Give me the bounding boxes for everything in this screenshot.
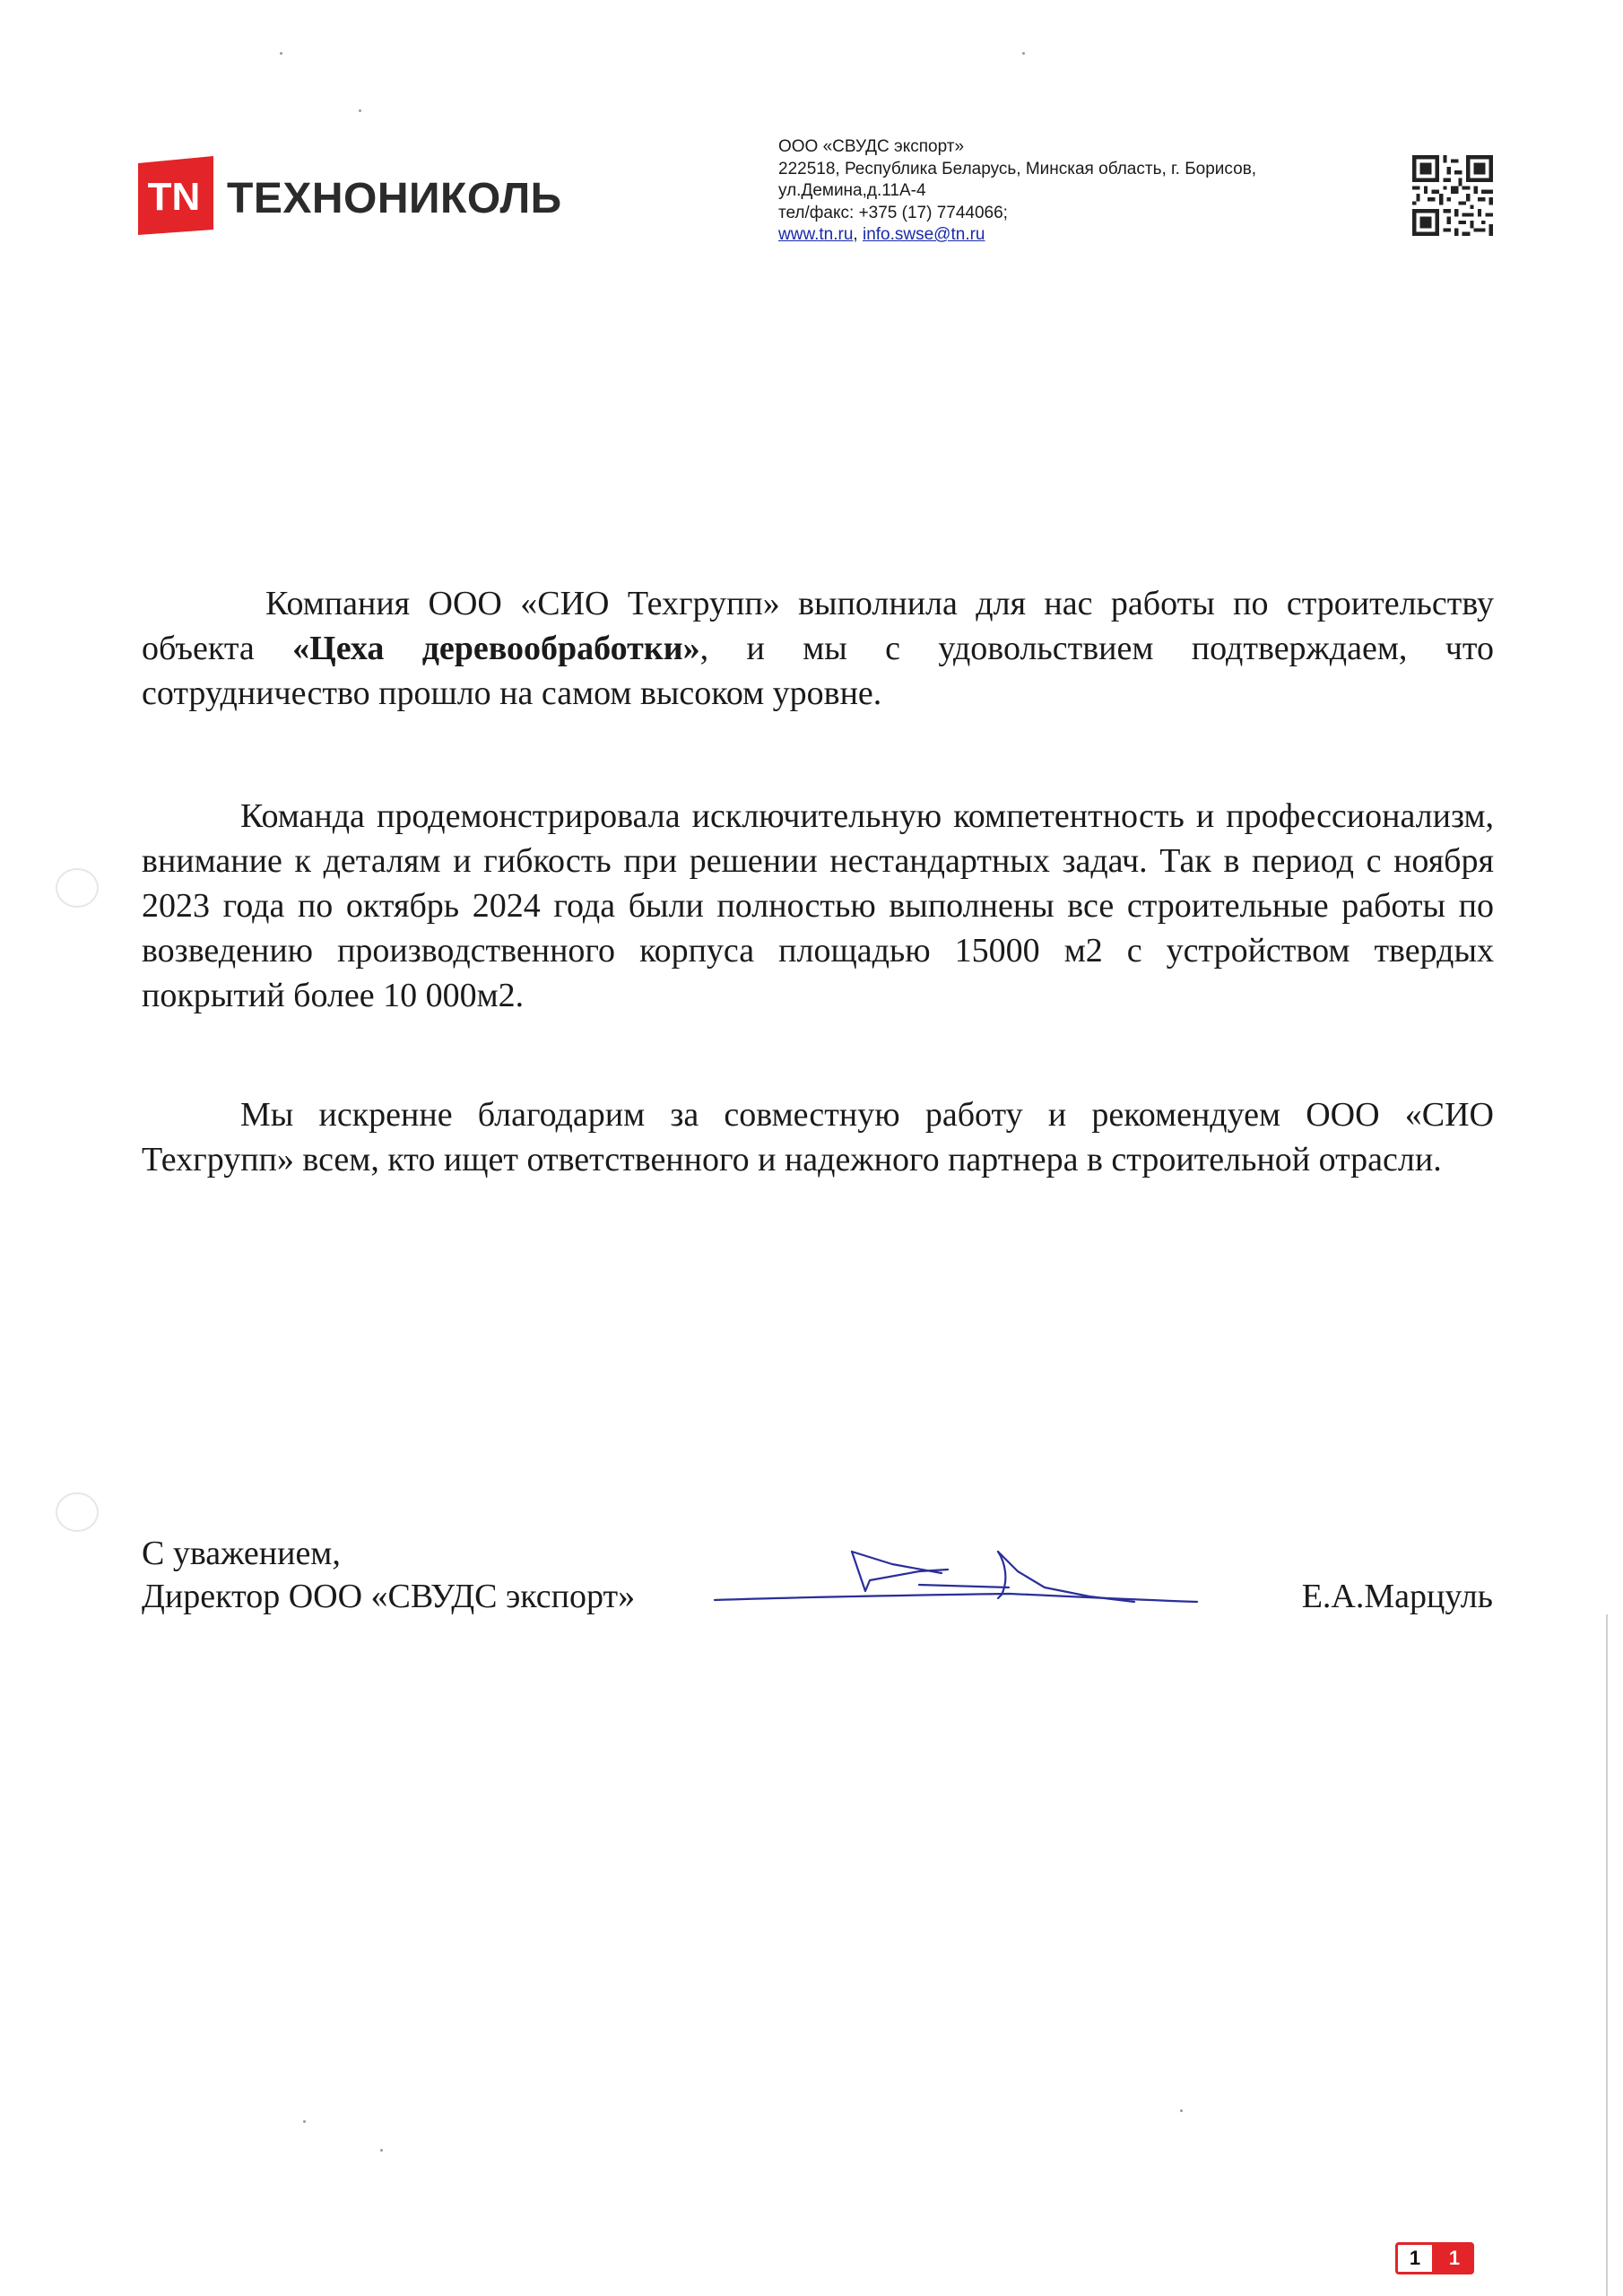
scan-speck — [280, 52, 282, 55]
address-line-2: ул.Демина,д.11А-4 — [778, 181, 926, 200]
punch-hole-mark — [56, 868, 99, 908]
page-counter — [1395, 2242, 1474, 2274]
paragraph-3: Мы искренне благодарим за совместную работу и рекомендуем ООО «СИО Техгрупп» всем, кто ищет ответственного и надежного партнера в строительной отрасли. — [142, 1096, 1494, 1178]
scan-speck — [303, 2120, 306, 2123]
address-line-1: 222518, Республика Беларусь, Минская область, г. Борисов, — [778, 159, 1257, 178]
scan-speck — [1022, 52, 1025, 55]
website-link[interactable]: www.tn.ru — [778, 225, 854, 244]
punch-hole-mark — [56, 1492, 99, 1532]
logo-mark: TN — [147, 175, 201, 219]
object-name: «Цеха деревообработки» — [292, 630, 700, 667]
links-separator: , — [853, 225, 863, 244]
paragraph-1-start: Компания ООО «СИО Техгрупп» выполнила для нас работы по строительству объекта — [142, 585, 1494, 667]
company-logo — [135, 154, 601, 244]
paragraph-1-end: , и мы с удовольствием подтверждаем, что сотрудничество прошло на самом высоком уровне. — [142, 630, 1494, 712]
paragraph-1 — [142, 581, 1494, 716]
signoff-greeting: С уважением, — [142, 1535, 341, 1572]
phone-fax: тел/факс: +375 (17) 7744066; — [778, 203, 1008, 222]
signer-name: Е.А.Марцуль — [1301, 1578, 1493, 1615]
qr-code-icon — [1412, 155, 1493, 236]
total-pages: 1 — [1435, 2242, 1474, 2274]
tn-logo-icon — [135, 154, 217, 237]
scan-speck — [1180, 2109, 1183, 2112]
scan-speck — [359, 109, 361, 112]
current-page: 1 — [1395, 2242, 1435, 2274]
brand-name: ТЕХНОНИКОЛЬ — [227, 175, 562, 222]
paragraph-2: Команда продемонстрировала исключительную компетентность и профессионализм, внимание к деталям и гибкость при решении нестандартных задач. Так в период с ноября 2023 года по октябрь 2024 года были полностью выполнены все строительные работы по возведению производственного корпуса площадью 15000 м2 с устройством твердых покрытий более 10 000м2. — [142, 797, 1494, 1014]
links-row — [778, 224, 1352, 247]
signer-position: Директор ООО «СВУДС экспорт» — [142, 1578, 636, 1615]
scan-edge-line — [1606, 1614, 1608, 2296]
handwritten-signature — [713, 1544, 1215, 1625]
signoff-block — [142, 1532, 635, 1618]
email-link[interactable]: info.swse@tn.ru — [862, 225, 985, 244]
contact-block — [778, 136, 1352, 247]
sender-company: ООО «СВУДС экспорт» — [778, 137, 965, 156]
scan-speck — [380, 2149, 383, 2152]
